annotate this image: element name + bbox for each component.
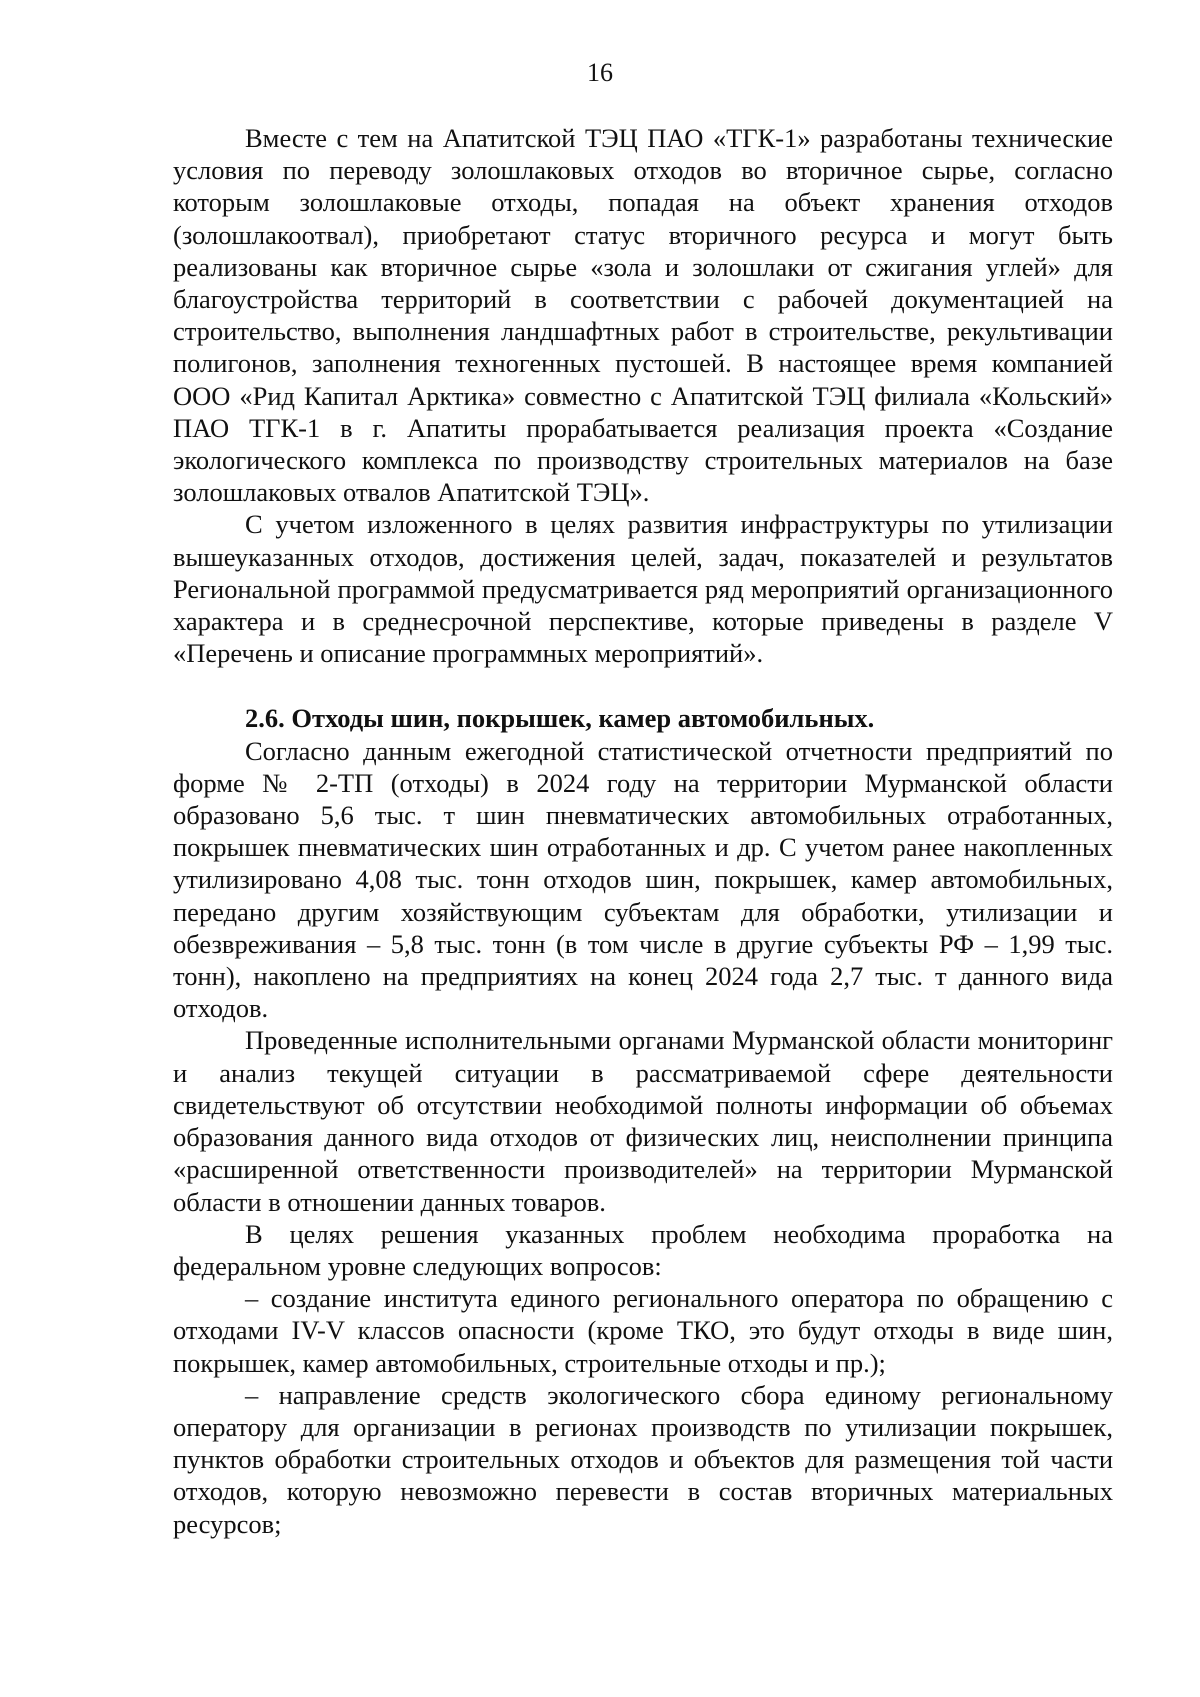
- document-body: [173, 122, 1113, 1540]
- paragraph-tire-statistics: Согласно данным ежегодной статистической отчетности предприятий по форме № 2-ТП (отходы) в 2024 году на территории Мурманской области образовано 5,6 тыс. т шин пневматических автомобильных отработанных, покрышек пневматических шин отработанных и др. С учетом ранее накопленных утилизировано 4,08 тыс. тонн отходов шин, покрышек, камер автомобильных, передано другим хозяйствующим субъектам для обработки, утилизации и обезвреживания – 5,8 тыс. тонн (в том числе в другие субъекты РФ – 1,99 тыс. тонн), накоплено на предприятиях на конец 2024 года 2,7 тыс. т данного вида отходов.: [173, 735, 1113, 1024]
- paragraph-monitoring: Проведенные исполнительными органами Мурманской области мониторинг и анализ текущей ситуации в рассматриваемой сфере деятельности свидетельствуют об отсутствии необходимой полноты информации об объемах образования данного вида отходов от физических лиц, неисполнении принципа «расширенной ответственности производителей» на территории Мурманской области в отношении данных товаров.: [173, 1025, 1113, 1217]
- paragraph-infrastructure: С учетом изложенного в целях развития инфраструктуры по утилизации вышеуказанных отходов, достижения целей, задач, показателей и результатов Региональной программой предусматривается ряд мероприятий организационного характера и в среднесрочной перспективе, которые приведены в разделе V «Перечень и описание программных мероприятий».: [173, 509, 1113, 669]
- page-number: 16: [587, 58, 613, 87]
- paragraph-ash-waste: Вместе с тем на Апатитской ТЭЦ ПАО «ТГК-1» разработаны технические условия по переводу золошлаковых отходов во вторичное сырье, согласно которым золошлаковые отходы, попадая на объект хранения отходов (золошлакоотвал), приобретают статус вторичного ресурса и могут быть реализованы как вторичное сырье «зола и золошлаки от сжигания углей» для благоустройства территорий в соответствии с рабочей документацией на строительство, выполнения ландшафтных работ в строительстве, рекультивации полигонов, заполнения техногенных пустошей. В настоящее время компанией ООО «Рид Капитал Арктика» совместно с Апатитской ТЭЦ филиала «Кольский» ПАО ТГК-1 в г. Апатиты прорабатывается реализация проекта «Создание экологического комплекса по производству строительных материалов на базе золошлаковых отвалов Апатитской ТЭЦ».: [173, 123, 1113, 508]
- paragraph-federal-issues: В целях решения указанных проблем необходима проработка на федеральном уровне следующих вопросов:: [173, 1218, 1113, 1281]
- list-item-eco-fee: – направление средств экологического сбора единому региональному оператору для организации в регионах производств по утилизации покрышек, пунктов обработки строительных отходов и объектов для размещения той части отходов, которую невозможно перевести в состав вторичных материальных ресурсов;: [173, 1379, 1113, 1539]
- list-item-regional-operator: – создание института единого регионального оператора по обращению с отходами IV-V классов опасности (кроме ТКО, это будут отходы в виде шин, покрышек, камер автомобильных, строительные отходы и пр.);: [173, 1283, 1113, 1378]
- section-heading-tires: 2.6. Отходы шин, покрышек, камер автомобильных.: [245, 703, 875, 734]
